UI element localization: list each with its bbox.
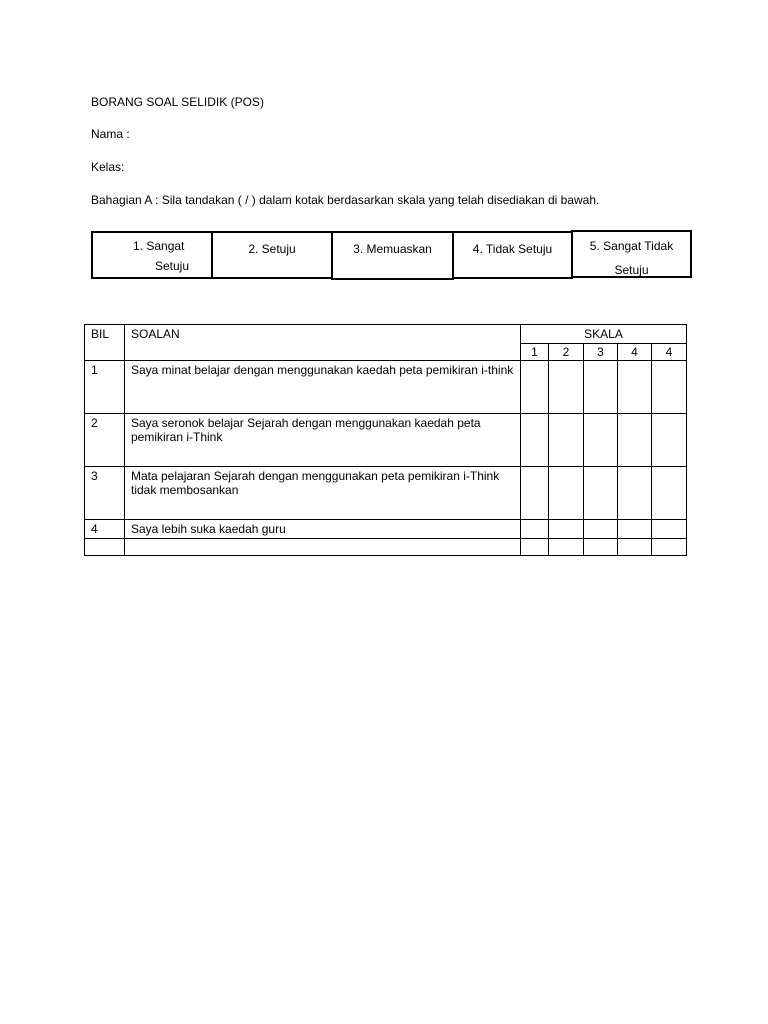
scale-number: 3 xyxy=(584,344,618,361)
answer-cell[interactable] xyxy=(521,361,549,414)
scale-label: 1. Sangat xyxy=(133,239,185,253)
answer-cell[interactable] xyxy=(521,414,549,467)
scale-label: 4. Tidak Setuju xyxy=(472,242,553,256)
class-label: Kelas: xyxy=(91,160,125,174)
scale-label: 5. Sangat Tidak xyxy=(589,239,674,253)
answer-cell[interactable] xyxy=(549,361,584,414)
section-a-instruction: Bahagian A : Sila tandakan ( / ) dalam kotak berdasarkan skala yang telah disediakan di bawah. xyxy=(91,193,600,207)
answer-cell[interactable] xyxy=(584,467,618,520)
scale-label-line2: Setuju xyxy=(614,263,649,277)
scale-label: 3. Memuaskan xyxy=(353,242,432,256)
row-number: 4 xyxy=(85,520,125,539)
row-number: 1 xyxy=(85,361,125,414)
answer-cell[interactable] xyxy=(618,539,652,556)
answer-cell[interactable] xyxy=(584,539,618,556)
answer-cell[interactable] xyxy=(584,361,618,414)
scale-box-tidak-setuju xyxy=(452,231,573,279)
question-text: Saya seronok belajar Sejarah dengan menggunakan kaedah peta pemikiran i-Think xyxy=(125,414,521,467)
question-text: Saya lebih suka kaedah guru xyxy=(125,520,521,539)
scale-label: 2. Setuju xyxy=(248,242,296,256)
answer-cell[interactable] xyxy=(521,539,549,556)
answer-cell[interactable] xyxy=(618,414,652,467)
table-row xyxy=(85,414,687,467)
answer-cell[interactable] xyxy=(652,539,687,556)
name-label: Nama : xyxy=(91,127,130,141)
row-number: 3 xyxy=(85,467,125,520)
scale-number: 2 xyxy=(549,344,584,361)
table-row-empty xyxy=(85,539,687,556)
answer-cell[interactable] xyxy=(549,414,584,467)
answer-cell[interactable] xyxy=(618,467,652,520)
scale-box-memuaskan xyxy=(331,231,454,280)
table-row xyxy=(85,520,687,539)
answer-cell[interactable] xyxy=(549,539,584,556)
answer-cell[interactable] xyxy=(618,520,652,539)
table-header-row xyxy=(85,325,687,344)
question-text: Saya minat belajar dengan menggunakan kaedah peta pemikiran i-think xyxy=(125,361,521,414)
scale-box-setuju xyxy=(211,231,333,279)
answer-cell[interactable] xyxy=(652,520,687,539)
row-number xyxy=(85,539,125,556)
answer-cell[interactable] xyxy=(584,520,618,539)
question-text xyxy=(125,539,521,556)
form-title: BORANG SOAL SELIDIK (POS) xyxy=(91,95,264,109)
table-row xyxy=(85,361,687,414)
table-row xyxy=(85,467,687,520)
answer-cell[interactable] xyxy=(549,467,584,520)
header-skala: SKALA xyxy=(521,325,687,344)
answer-cell[interactable] xyxy=(584,414,618,467)
scale-box-sangat-tidak-setuju xyxy=(571,230,692,278)
answer-cell[interactable] xyxy=(652,361,687,414)
answer-cell[interactable] xyxy=(652,414,687,467)
answer-cell[interactable] xyxy=(618,361,652,414)
answer-cell[interactable] xyxy=(521,520,549,539)
scale-number: 4 xyxy=(652,344,687,361)
row-number: 2 xyxy=(85,414,125,467)
answer-cell[interactable] xyxy=(521,467,549,520)
answer-cell[interactable] xyxy=(549,520,584,539)
scale-number: 4 xyxy=(618,344,652,361)
survey-table xyxy=(84,324,687,556)
header-bil: BIL xyxy=(85,325,125,361)
scale-number: 1 xyxy=(521,344,549,361)
question-text: Mata pelajaran Sejarah dengan menggunakan peta pemikiran i-Think tidak membosankan xyxy=(125,467,521,520)
scale-label-line2: Setuju xyxy=(155,259,190,273)
header-soalan: SOALAN xyxy=(125,325,521,361)
answer-cell[interactable] xyxy=(652,467,687,520)
scale-box-sangat-setuju xyxy=(91,231,213,279)
